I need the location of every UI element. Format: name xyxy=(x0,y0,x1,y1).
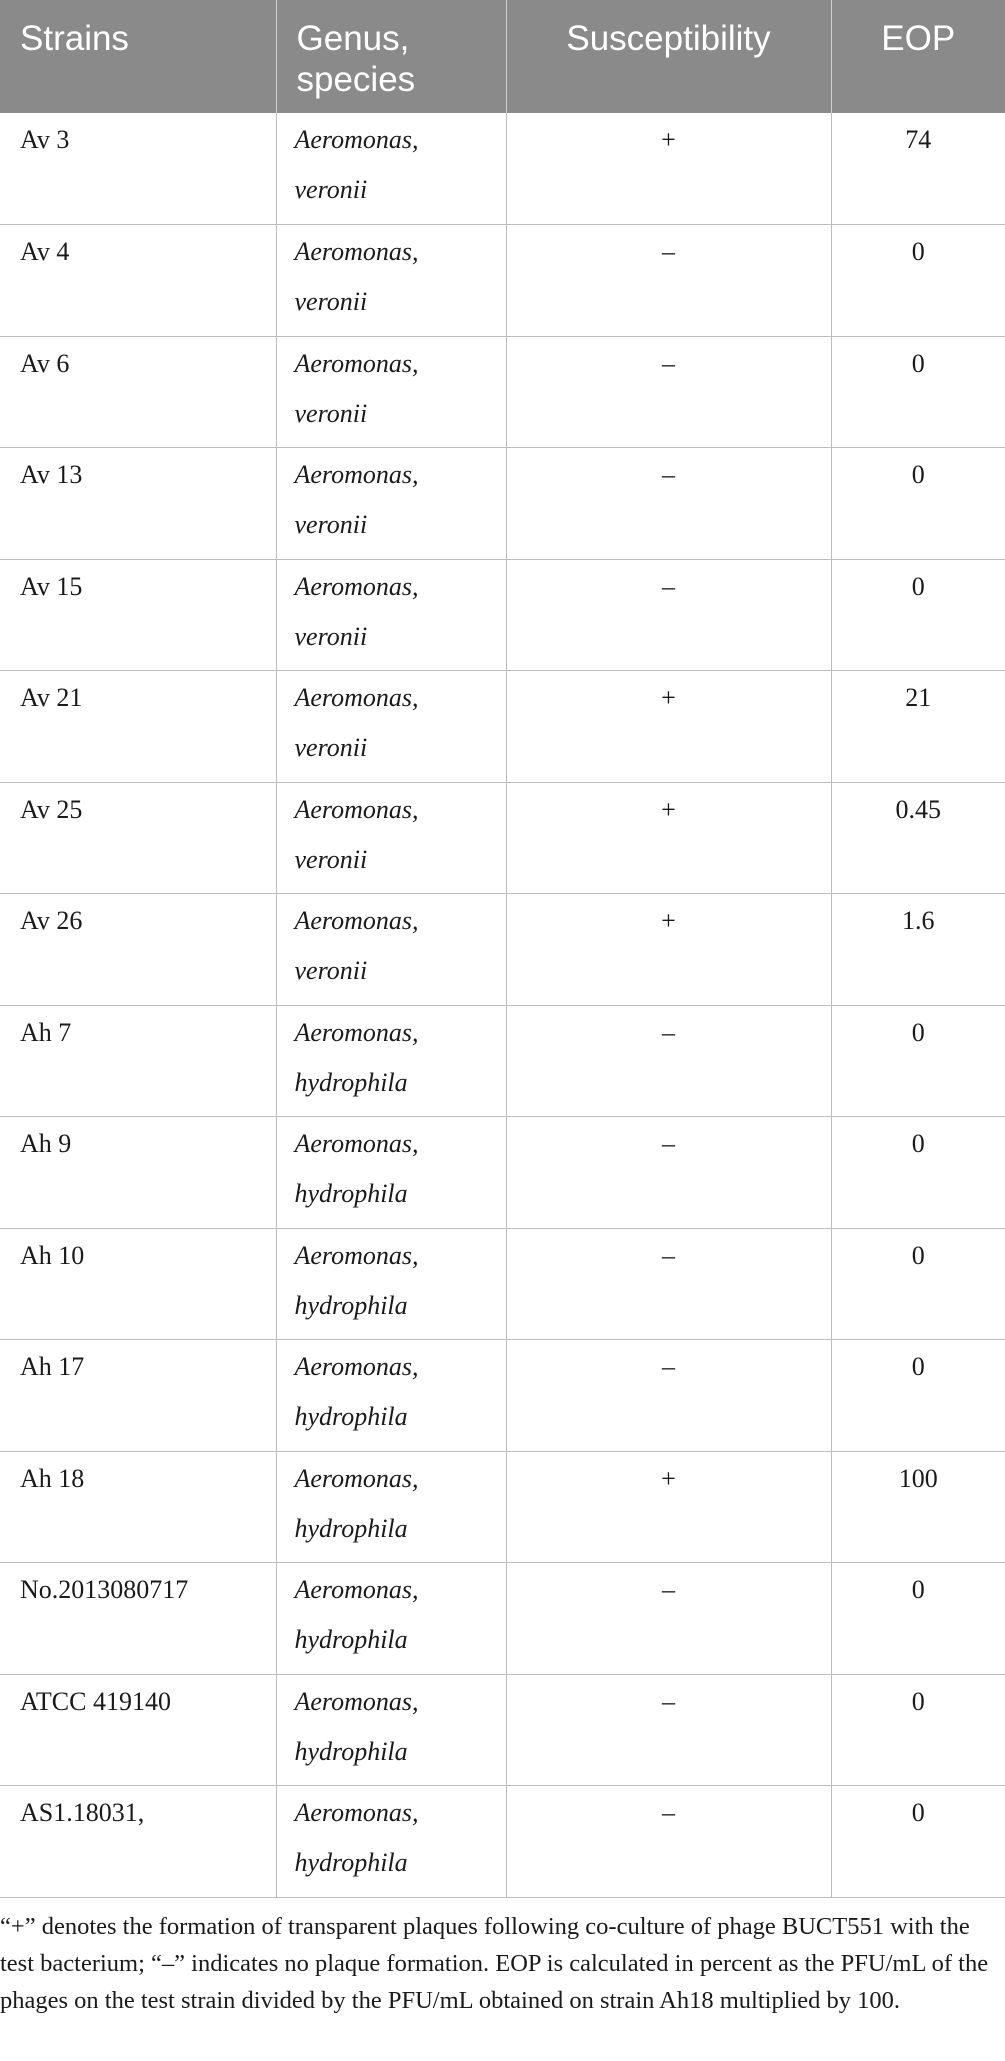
table-header xyxy=(0,0,1005,113)
cell-strain: Av 4 xyxy=(0,225,276,337)
cell-species: veronii xyxy=(294,287,368,316)
header-genus-line1: Genus, xyxy=(296,19,410,58)
cell-genus-species xyxy=(276,113,506,225)
cell-strain: Ah 17 xyxy=(0,1340,276,1452)
header-strains: Strains xyxy=(0,0,276,113)
cell-strain: Av 15 xyxy=(0,559,276,671)
cell-genus: Aeromonas, xyxy=(294,1129,419,1158)
cell-eop: 0 xyxy=(831,1563,1005,1675)
cell-species: veronii xyxy=(294,733,368,762)
cell-genus: Aeromonas, xyxy=(294,125,419,154)
cell-genus: Aeromonas, xyxy=(294,1240,419,1270)
cell-susceptibility: – xyxy=(506,1563,831,1675)
cell-eop: 0 xyxy=(831,1228,1005,1340)
cell-species: veronii xyxy=(294,621,368,651)
cell-susceptibility: – xyxy=(506,1117,831,1229)
cell-susceptibility: – xyxy=(506,336,831,448)
cell-susceptibility: – xyxy=(506,448,831,560)
cell-strain: Ah 9 xyxy=(0,1117,276,1229)
cell-susceptibility: – xyxy=(506,1005,831,1117)
cell-susceptibility: + xyxy=(506,113,831,225)
cell-genus-species xyxy=(276,782,506,894)
cell-genus-species xyxy=(276,1674,506,1786)
table-row xyxy=(0,1005,1005,1117)
cell-genus-species xyxy=(276,894,506,1006)
cell-species: hydrophila xyxy=(294,1402,408,1431)
table-row xyxy=(0,1117,1005,1229)
table-row xyxy=(0,559,1005,671)
cell-eop: 0 xyxy=(831,1117,1005,1229)
header-genus-line2: species xyxy=(296,60,416,99)
header-eop: EOP xyxy=(831,0,1005,113)
table-row xyxy=(0,225,1005,337)
cell-genus-species xyxy=(276,1228,506,1340)
cell-genus-species xyxy=(276,671,506,783)
cell-species: hydrophila xyxy=(294,1625,408,1654)
table-row xyxy=(0,1340,1005,1452)
cell-susceptibility: – xyxy=(506,225,831,337)
table-body xyxy=(0,113,1005,1897)
cell-eop: 0 xyxy=(831,559,1005,671)
cell-genus: Aeromonas, xyxy=(294,1798,419,1827)
cell-eop: 0 xyxy=(831,225,1005,337)
cell-genus-species xyxy=(276,1117,506,1229)
cell-species: hydrophila xyxy=(294,1736,408,1766)
table-row xyxy=(0,1563,1005,1675)
cell-genus-species xyxy=(276,225,506,337)
cell-susceptibility: – xyxy=(506,1786,831,1898)
cell-genus-species xyxy=(276,1340,506,1452)
header-genus-species xyxy=(276,0,506,113)
cell-genus: Aeromonas, xyxy=(294,1575,419,1604)
cell-genus: Aeromonas, xyxy=(294,1017,419,1047)
cell-susceptibility: + xyxy=(506,782,831,894)
cell-species: veronii xyxy=(294,398,368,428)
cell-eop: 1.6 xyxy=(831,894,1005,1006)
table-row xyxy=(0,448,1005,560)
cell-strain: No.2013080717 xyxy=(0,1563,276,1675)
table-row xyxy=(0,894,1005,1006)
cell-eop: 0 xyxy=(831,1674,1005,1786)
table-footnote: “+” denotes the formation of transparent plaques following co-culture of phage BUCT551 with the test bacterium; “–” indicates no plaque formation. EOP is calculated in percent as the PFU/mL of the phages on the test strain divided by the PFU/mL obtained on strain Ah18 multiplied by 100. xyxy=(0,1913,989,2014)
table-row xyxy=(0,1228,1005,1340)
cell-genus-species xyxy=(276,1786,506,1898)
header-susceptibility: Susceptibility xyxy=(506,0,831,113)
cell-eop: 0 xyxy=(831,1340,1005,1452)
cell-species: hydrophila xyxy=(294,1067,408,1097)
cell-genus: Aeromonas, xyxy=(294,683,419,712)
cell-genus: Aeromonas, xyxy=(294,1352,419,1381)
cell-species: veronii xyxy=(294,844,368,874)
cell-susceptibility: + xyxy=(506,1451,831,1563)
cell-susceptibility: + xyxy=(506,671,831,783)
cell-genus: Aeromonas, xyxy=(294,237,419,266)
cell-strain: Av 3 xyxy=(0,113,276,225)
cell-genus-species xyxy=(276,448,506,560)
cell-susceptibility: + xyxy=(506,894,831,1006)
table-row xyxy=(0,113,1005,225)
cell-strain: Av 13 xyxy=(0,448,276,560)
cell-species: veronii xyxy=(294,510,368,539)
cell-eop: 0.45 xyxy=(831,782,1005,894)
header-row xyxy=(0,0,1005,113)
cell-genus: Aeromonas, xyxy=(294,794,419,824)
cell-susceptibility: – xyxy=(506,1228,831,1340)
cell-genus-species xyxy=(276,336,506,448)
cell-susceptibility: – xyxy=(506,559,831,671)
cell-species: veronii xyxy=(294,175,368,204)
cell-eop: 74 xyxy=(831,113,1005,225)
cell-strain: Ah 10 xyxy=(0,1228,276,1340)
cell-genus: Aeromonas, xyxy=(294,348,419,378)
cell-species: hydrophila xyxy=(294,1179,408,1208)
cell-strain: Ah 18 xyxy=(0,1451,276,1563)
cell-susceptibility: – xyxy=(506,1674,831,1786)
cell-genus: Aeromonas, xyxy=(294,571,419,601)
cell-genus-species xyxy=(276,1005,506,1117)
cell-eop: 0 xyxy=(831,336,1005,448)
cell-eop: 0 xyxy=(831,1005,1005,1117)
cell-strain: AS1.18031, xyxy=(0,1786,276,1898)
cell-strain: Av 6 xyxy=(0,336,276,448)
table-row xyxy=(0,671,1005,783)
cell-genus-species xyxy=(276,559,506,671)
cell-strain: Ah 7 xyxy=(0,1005,276,1117)
table-row xyxy=(0,782,1005,894)
cell-genus-species xyxy=(276,1563,506,1675)
table-row xyxy=(0,1451,1005,1563)
cell-strain: ATCC 419140 xyxy=(0,1674,276,1786)
cell-genus: Aeromonas, xyxy=(294,1463,419,1493)
cell-eop: 21 xyxy=(831,671,1005,783)
cell-strain: Av 26 xyxy=(0,894,276,1006)
table-row xyxy=(0,336,1005,448)
table-row xyxy=(0,1674,1005,1786)
cell-genus: Aeromonas, xyxy=(294,1686,419,1716)
cell-species: hydrophila xyxy=(294,1290,408,1320)
cell-susceptibility: – xyxy=(506,1340,831,1452)
cell-genus: Aeromonas, xyxy=(294,460,419,489)
cell-strain: Av 25 xyxy=(0,782,276,894)
cell-species: veronii xyxy=(294,956,368,985)
cell-species: hydrophila xyxy=(294,1848,408,1877)
cell-eop: 0 xyxy=(831,1786,1005,1898)
cell-species: hydrophila xyxy=(294,1513,408,1543)
cell-genus-species xyxy=(276,1451,506,1563)
cell-strain: Av 21 xyxy=(0,671,276,783)
cell-genus: Aeromonas, xyxy=(294,906,419,935)
table-row xyxy=(0,1786,1005,1898)
cell-eop: 100 xyxy=(831,1451,1005,1563)
cell-eop: 0 xyxy=(831,448,1005,560)
